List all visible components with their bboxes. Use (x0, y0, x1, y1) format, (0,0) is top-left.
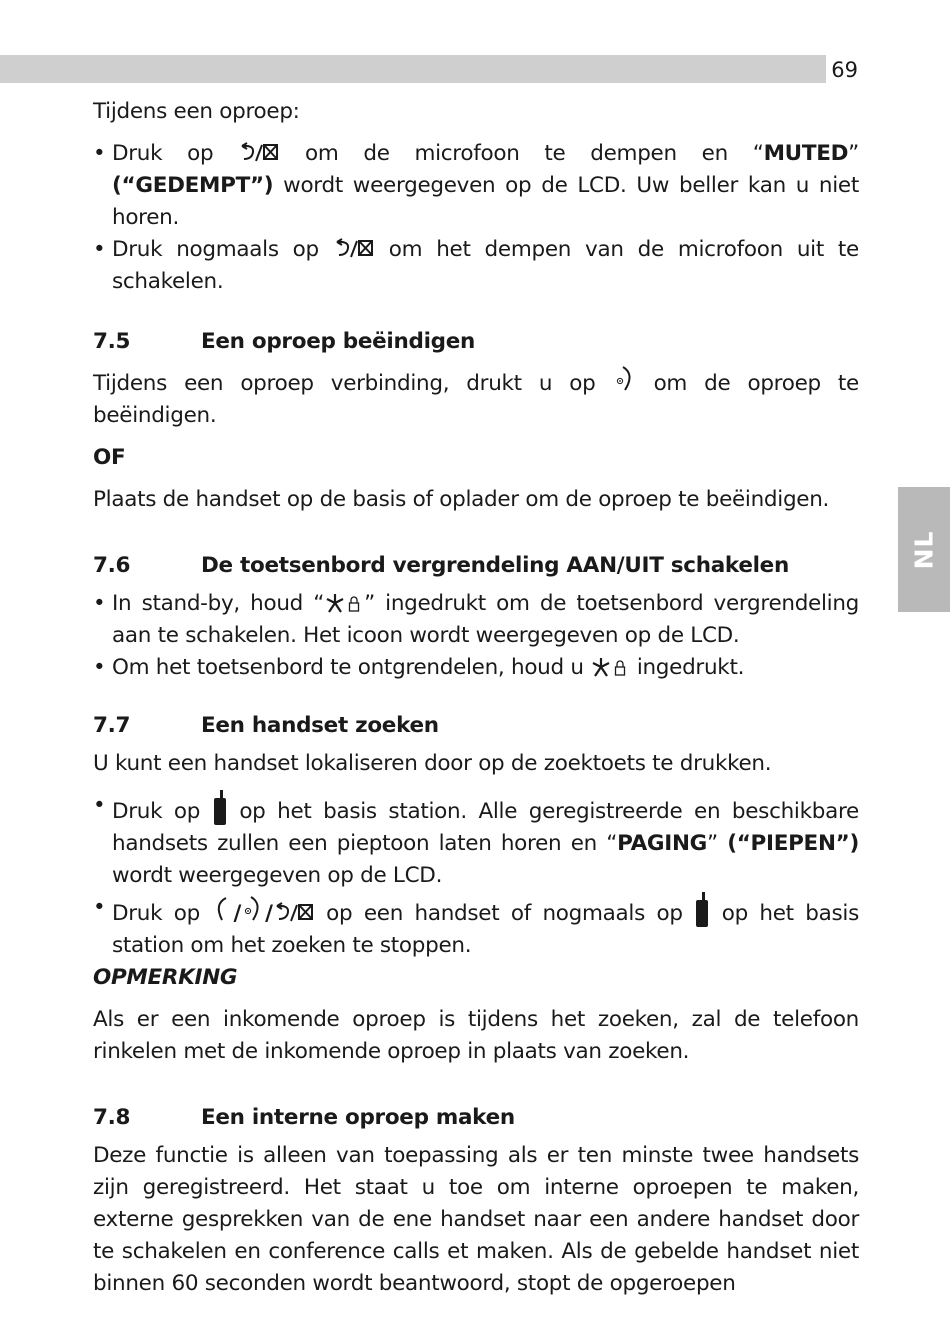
language-tab-label: NL (909, 530, 939, 569)
paging-handset-icon (212, 790, 228, 826)
paragraph (93, 364, 859, 432)
section-heading-7-5 (93, 326, 859, 358)
intercom-mute-icon (238, 142, 280, 164)
bullet-unlock (93, 652, 859, 684)
section-title: De toetsenbord vergrendeling AAN/UIT schakelen (201, 553, 789, 578)
text: wordt weergegeven op de LCD. Uw beller kan u niet horen. (112, 173, 859, 230)
bullet-dot: • (93, 591, 106, 616)
text: op het basis station. Alle geregistreerde en beschikbare handsets zullen een pieptoon laten horen en “ (112, 799, 859, 856)
bullet-dot: • (93, 237, 106, 262)
text: ingedrukt. (636, 655, 745, 680)
bullet-mute (93, 138, 859, 234)
section-heading-7-7 (93, 710, 859, 742)
bullet-lock (93, 588, 859, 652)
piepen-label: (“PIEPEN”) (727, 831, 859, 856)
star-key-lock-icon (590, 656, 630, 678)
muted-label: MUTED (763, 141, 849, 166)
bullet-paging-start (93, 790, 859, 892)
section-number: 7.8 (93, 1105, 131, 1130)
bullet-dot: • (93, 655, 106, 680)
text: om de oproep te beëindigen. (93, 371, 859, 428)
paging-handset-icon (694, 892, 710, 928)
section-title: Een handset zoeken (201, 713, 439, 738)
section-number: 7.7 (93, 713, 131, 738)
note-label: OPMERKING (93, 965, 238, 990)
bullet-dot: • (93, 141, 106, 166)
bullet-dot: • (93, 793, 106, 818)
slash: / (233, 901, 242, 926)
gedempt-label: (“GEDEMPT”) (112, 173, 274, 198)
text: Druk op (112, 901, 200, 926)
paragraph: Deze functie is alleen van toepassing als er ten minste twee handsets zijn geregistreerd. Het staat u toe om interne oproepen te maken, externe gesprekken van de ene handset naar een andere handset door te schakelen en conference calls et maken. Als de gebelde handset niet binnen 60 seconden wordt beantwoord, stopt de opgeroepen (93, 1143, 859, 1296)
star-key-lock-icon (324, 592, 364, 614)
section-title: Een oproep beëindigen (201, 329, 476, 354)
text: op een handset of nogmaals op (326, 901, 683, 926)
text: Tijdens een oproep verbinding, drukt u op (93, 371, 596, 396)
page-number: 69 (826, 55, 858, 83)
header-bar (0, 55, 858, 83)
bullet-dot: • (93, 895, 106, 920)
text: ” ingedrukt om de toetsenbord vergrendeling aan te schakelen. Het icoon wordt weergegeven op de LCD. (112, 591, 859, 648)
end-call-icon (613, 364, 637, 394)
text: ” (707, 831, 728, 856)
text: op het basis station om het zoeken te stoppen. (112, 901, 860, 958)
section-heading-7-6 (93, 550, 859, 582)
or-label: OF (93, 445, 126, 470)
intercom-mute-icon (333, 238, 375, 260)
text: Druk op (112, 141, 214, 166)
note-paragraph: Als er een inkomende oproep is tijdens het zoeken, zal de telefoon rinkelen met de inkomende oproep in plaats van zoeken. (93, 1007, 859, 1064)
intro-label: Tijdens een oproep: (93, 99, 300, 124)
talk-icon (212, 894, 234, 924)
paragraph: U kunt een handset lokaliseren door op de zoektoets te drukken. (93, 751, 772, 776)
text: In stand-by, houd “ (112, 591, 325, 616)
intercom-mute-icon (273, 902, 315, 924)
section-number: 7.5 (93, 329, 131, 354)
text: Om het toetsenbord te ontgrendelen, houd u (112, 655, 584, 680)
end-call-icon (241, 894, 265, 924)
text: Druk op (112, 799, 201, 824)
section-title: Een interne oproep maken (201, 1105, 515, 1130)
language-tab (898, 487, 950, 612)
slash: / (265, 901, 273, 926)
text: om het dempen van de microfoon uit te schakelen. (112, 237, 859, 294)
section-heading-7-8 (93, 1102, 859, 1134)
section-number: 7.6 (93, 553, 131, 578)
paragraph: Plaats de handset op de basis of oplader om de oproep te beëindigen. (93, 487, 830, 512)
bullet-unmute (93, 234, 859, 298)
paging-label: PAGING (617, 831, 708, 856)
bullet-paging-stop (93, 892, 859, 962)
text: om de microfoon te dempen en “ (305, 141, 764, 166)
text: ” (848, 141, 859, 166)
text: wordt weergegeven op de LCD. (112, 863, 443, 888)
text: Druk nogmaals op (112, 237, 319, 262)
page-content (93, 96, 859, 1300)
